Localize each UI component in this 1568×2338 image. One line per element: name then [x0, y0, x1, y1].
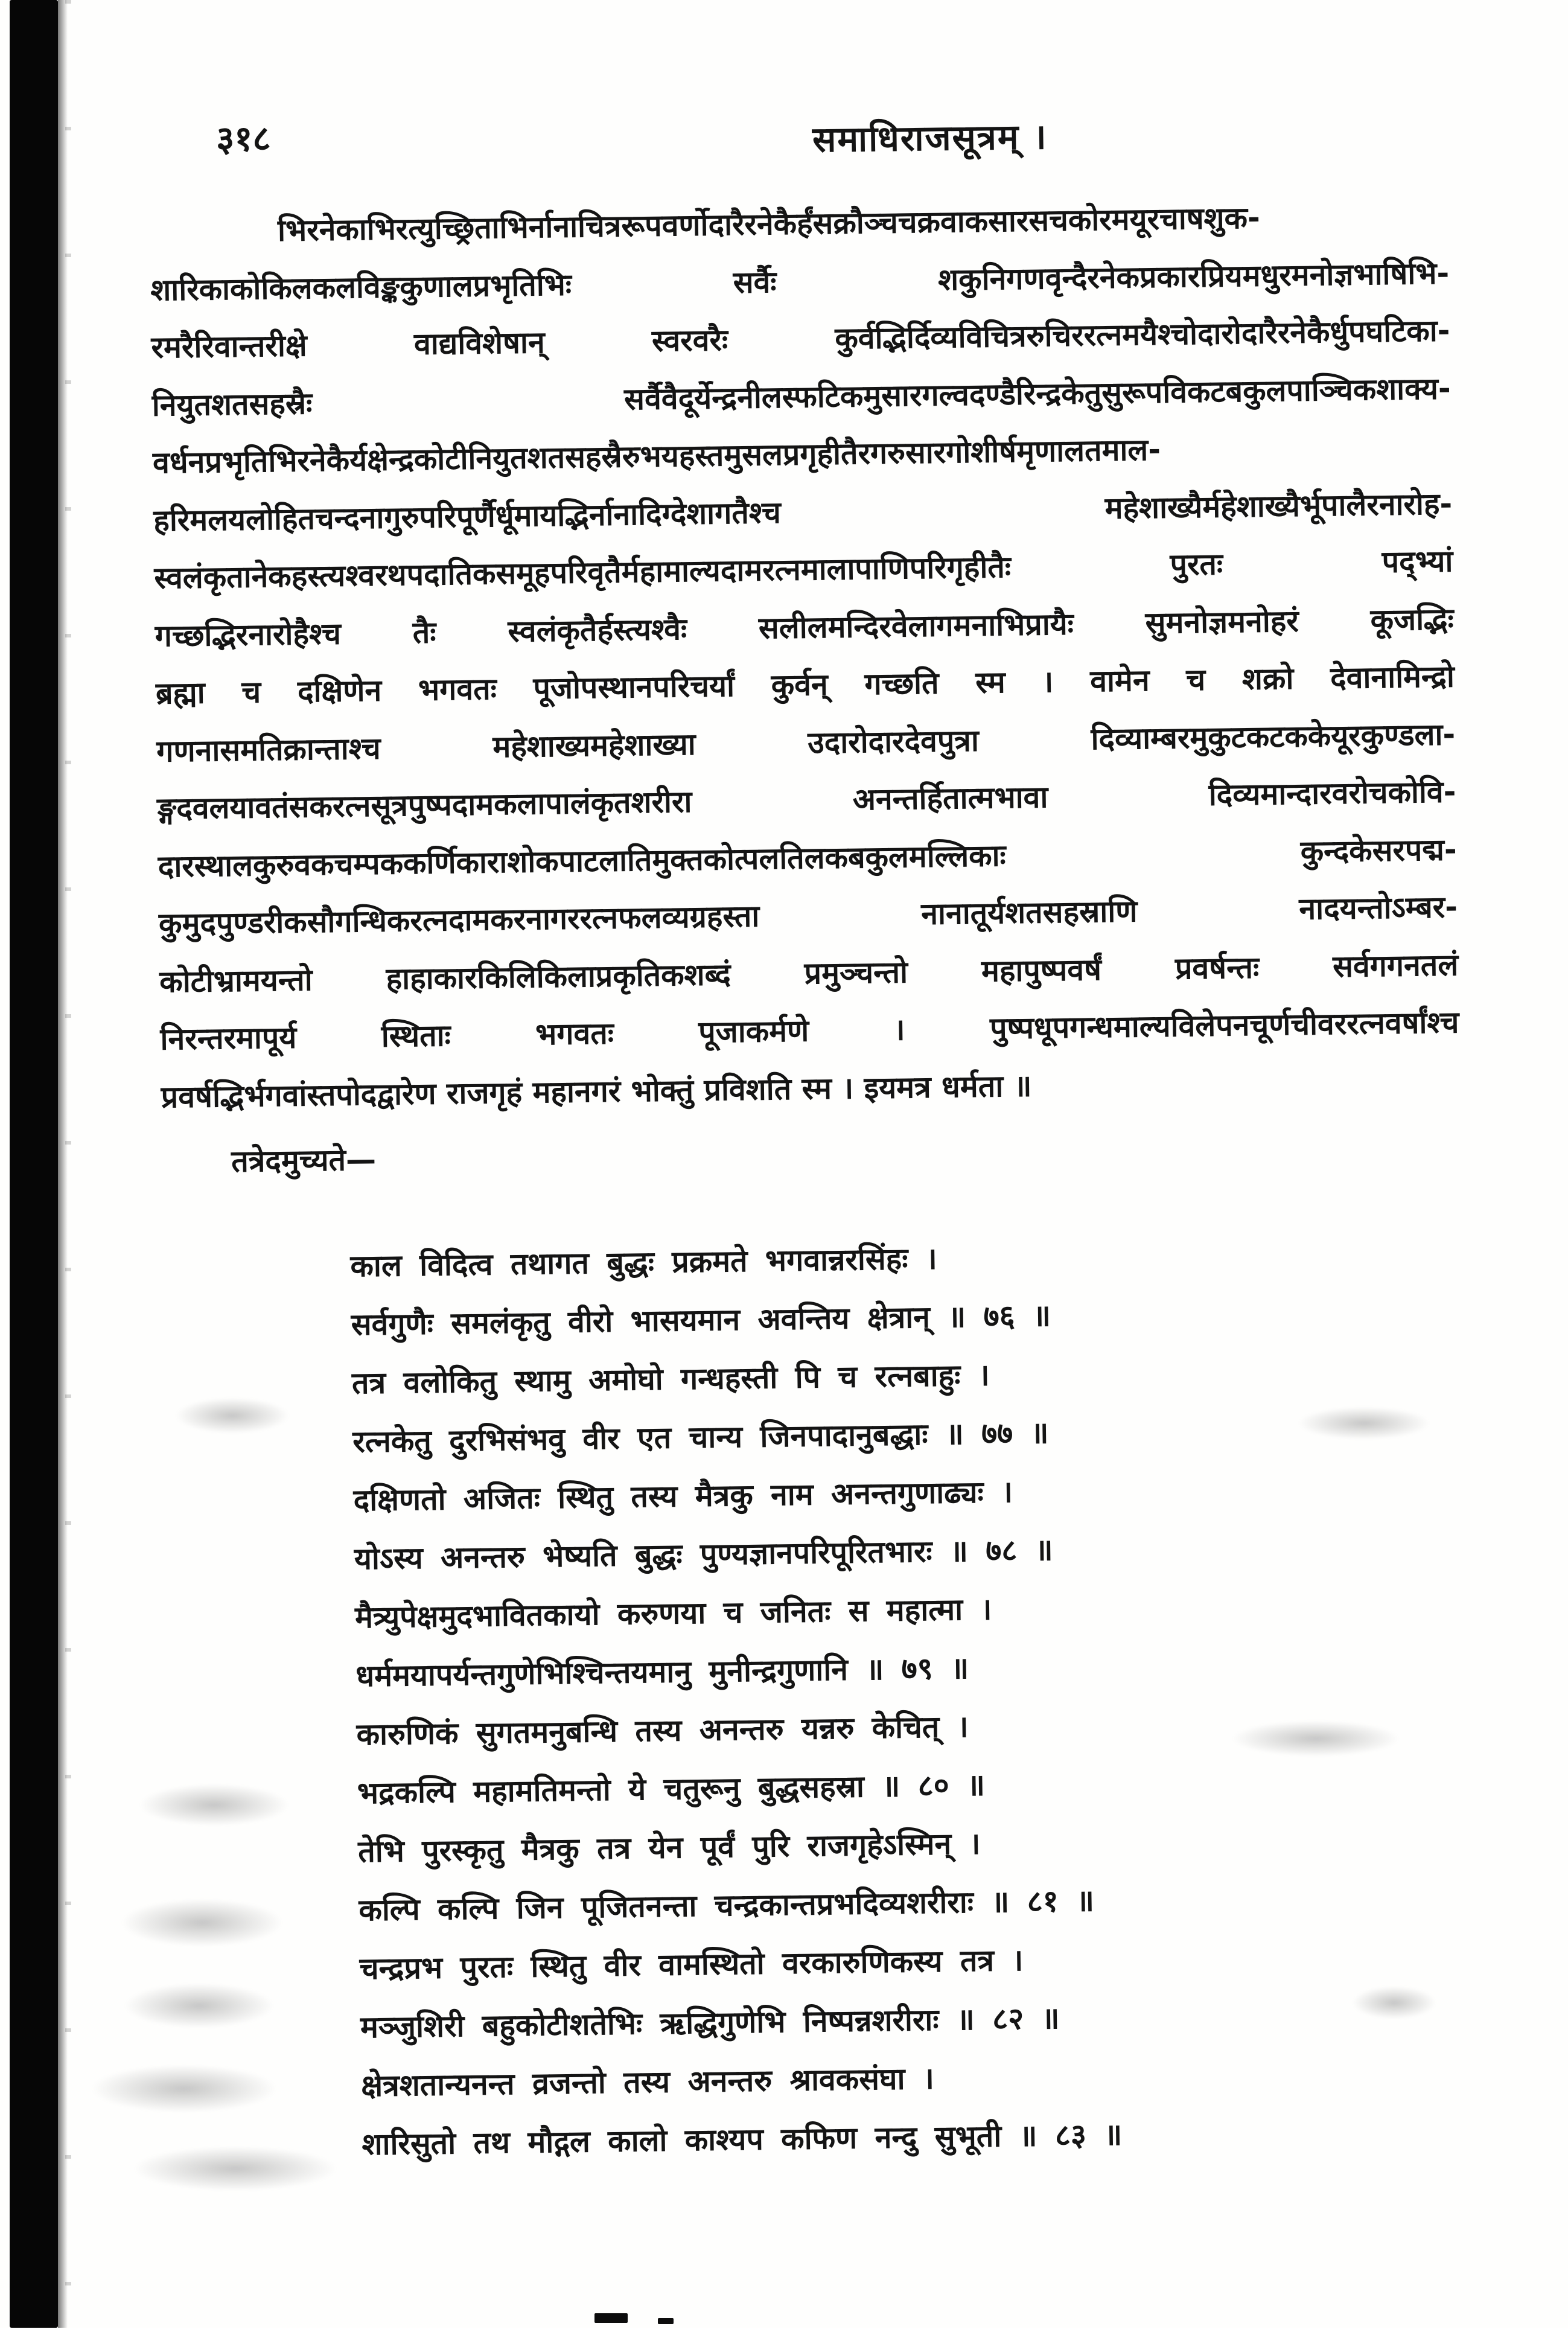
page-number: ३१८ — [215, 118, 271, 160]
verse-line: दक्षिणतो अजितः स्थितु तस्य मैत्रकु नाम अनन्तगुणाढ्यः । — [353, 1474, 1013, 1518]
margin-smudge — [1352, 1986, 1436, 2019]
margin-smudge — [1231, 1720, 1400, 1757]
prose-line: वर्धनप्रभृतिभिरनेकैर्यक्षेन्द्रकोटीनियुतशतसहस्रैरुभयहस्तमुसलप्रगृहीतैरगरुसारगोशीर्षमृणालतमाल- — [152, 432, 1161, 481]
verse-line: चन्द्रप्रभ पुरतः स्थितु वीर वामस्थितो वरकारुणिकस्य तत्र । — [359, 1942, 1024, 1987]
page-title: समाधिराजसूत्रम् । — [812, 116, 1048, 161]
prose-paragraph — [149, 187, 1460, 1126]
prose-line: ङ्गदवलयावतंसकरत्नसूत्रपुष्पदामकलापालंकृतशरीरा अनन्तर्हितात्मभावा दिव्यमान्दारवरोचकोवि- — [157, 774, 1456, 826]
verse-line: क्षेत्रशतान्यनन्त व्रजन्तो तस्य अनन्तरु श्रावकसंघा । — [360, 2060, 935, 2104]
verse-line: तत्र वलोकितु स्थामु अमोघो गन्धहस्ती पि च रत्नबाहुः । — [351, 1357, 990, 1401]
verse-line: तेभि पुरस्कृतु मैत्रकु तत्र येन पूर्वं पुरि राजगृहेऽस्मिन् । — [357, 1825, 981, 1870]
prose-line: प्रवर्षद्भिर्भगवांस्तपोदद्वारेण राजगृहं महानगरं भोक्तुं प्रविशति स्म । इयमत्र धर्मता ॥ — [161, 1068, 1032, 1115]
margin-smudge — [139, 1784, 290, 1826]
prose-line: नियुतशतसहस्रैः सर्वैवैदूर्येन्द्रनीलस्फटिकमुसारगल्वदण्डैरिन्द्रकेतुसुरूपविकटबकुलपाञ्चिकशाक्य- — [151, 370, 1452, 423]
verse-line: कल्पि कल्पि जिन पूजितनन्ता चन्द्रकान्तप्रभदिव्यशरीराः ॥ ८१ ॥ — [359, 1883, 1095, 1928]
prose-line: कोटीभ्रामयन्तो हाहाकारकिलिकिलाप्रकृतिकशब्दं प्रमुञ्चन्तो महापुष्पवर्षं प्रवर्षन्तः सर्वगगनतलं — [159, 947, 1459, 1000]
verse-line: मञ्जुशिरी बहुकोटीशतेभिः ऋद्धिगुणेभि निष्पन्नशरीराः ॥ ८२ ॥ — [360, 2001, 1060, 2045]
edge-speck — [594, 2313, 628, 2323]
margin-smudge — [121, 1899, 284, 1947]
verse-line: रत्नकेतु दुरभिसंभवु वीर एत चान्य जिनपादानुबद्धाः ॥ ७७ ॥ — [352, 1415, 1049, 1460]
prose-line: रमरैरिवान्तरीक्षे वाद्यविशेषान् स्वरवरैः कुर्वद्भिर्दिव्यविचित्ररुचिररत्नमयैश्चोदारोदारैरनेकैर्धुपघटिका- — [151, 313, 1450, 365]
section-intro: तत्रेदमुच्यते— — [231, 1142, 377, 1179]
margin-smudge — [124, 1983, 275, 2028]
prose-line: गणनासमतिक्रान्ताश्च महेशाख्यमहेशाख्या उदारोदारदेवपुत्रा दिव्याम्बरमुकुटकटककेयूरकुण्डला- — [156, 716, 1456, 769]
prose-line: निरन्तरमापूर्य स्थिताः भगवतः पूजाकर्मणे । पुष्पधूपगन्धमाल्यविलेपनचूर्णचीवररत्नवर्षांश्च — [160, 1005, 1459, 1057]
verse-line: धर्ममयापर्यन्तगुणेभिश्चिन्तयमानु मुनीन्द्रगुणानि ॥ ७९ ॥ — [355, 1650, 969, 1694]
verse-block — [350, 1227, 1123, 2174]
prose-line: ब्रह्मा च दक्षिणेन भगवतः पूजोपस्थानपरिचर्यां कुर्वन् गच्छति स्म । वामेन च शक्रो देवानामिन्द्रो — [155, 659, 1455, 711]
prose-line: स्वलंकृतानेकहस्त्यश्वरथपदातिकसमूहपरिवृतैर्महामाल्यदामरत्नमालापाणिपरिगृहीतैः पुरतः पद्भ्यां — [154, 543, 1453, 596]
margin-smudge — [91, 2065, 278, 2113]
prose-line: गच्छद्भिरनारोहैश्च तैः स्वलंकृतैर्हस्त्यश्वैः सलीलमन्दिरवेलागमनाभिप्रायैः सुमनोज्ञमनोहरं कूजद्भिः — [155, 601, 1455, 654]
prose-line: हरिमलयलोहितचन्दनागुरुपरिपूर्णैर्धूमायद्भिर्नानादिग्देशागतैश्च महेशाख्यैर्महेशाख्यैर्भूपालैरनारोह- — [153, 485, 1453, 538]
margin-smudge — [1298, 1407, 1430, 1440]
prose-line: शारिकाकोकिलकलविङ्ककुणालप्रभृतिभिः सर्वैः शकुनिगणवृन्दैरनेकप्रकारप्रियमधुरमनोज्ञभाषिभि- — [150, 255, 1450, 308]
verse-line: भद्रकल्पि महामतिमन्तो ये चतुरूनु बुद्धसहस्रा ॥ ८० ॥ — [357, 1767, 986, 1811]
prose-line: भिरनेकाभिरत्युच्छ्रिताभिर्नानाचित्ररूपवर्णोदारैरनेकैर्हंसक्रौञ्चचक्रवाकसारसचकोरमयूरचाषशुक- — [277, 200, 1261, 248]
edge-speck — [658, 2318, 674, 2324]
verse-line: मैत्र्युपेक्षमुदभावितकायो करुणया च जनितः स महात्मा । — [354, 1591, 992, 1635]
prose-line: कुमुदपुण्डरीकसौगन्धिकरत्नदामकरनागररत्नफलव्यग्रहस्ता नानातूर्यशतसहस्राणि नादयन्तोऽम्बर- — [158, 889, 1458, 942]
verse-line: सर्वगुणैः समलंकृतु वीरो भासयमान अवन्तिय क्षेत्रान् ॥ ७६ ॥ — [351, 1298, 1051, 1343]
verse-line: कारुणिकं सुगतमनुबन्धि तस्य अनन्तरु यन्नरु केचित् । — [356, 1709, 969, 1752]
verse-line: काल विदित्व तथागत बुद्धः प्रक्रमते भगवान्नरसिंहः । — [350, 1241, 938, 1284]
verse-line: योऽस्य अनन्तरु भेष्यति बुद्धः पुण्यज्ञानपरिपूरितभारः ॥ ७८ ॥ — [354, 1532, 1054, 1577]
margin-smudge — [175, 1397, 290, 1434]
verse-line: शारिसुतो तथ मौद्गल कालो काश्यप कफिण नन्दु सुभूती ॥ ८३ ॥ — [362, 2116, 1123, 2162]
prose-line: दारस्थालकुरुवकचम्पककर्णिकाराशोकपाटलातिमुक्तकोत्पलतिलकबकुलमल्लिकाः कुन्दकेसरपद्म- — [158, 831, 1458, 884]
margin-smudge — [133, 2146, 338, 2191]
